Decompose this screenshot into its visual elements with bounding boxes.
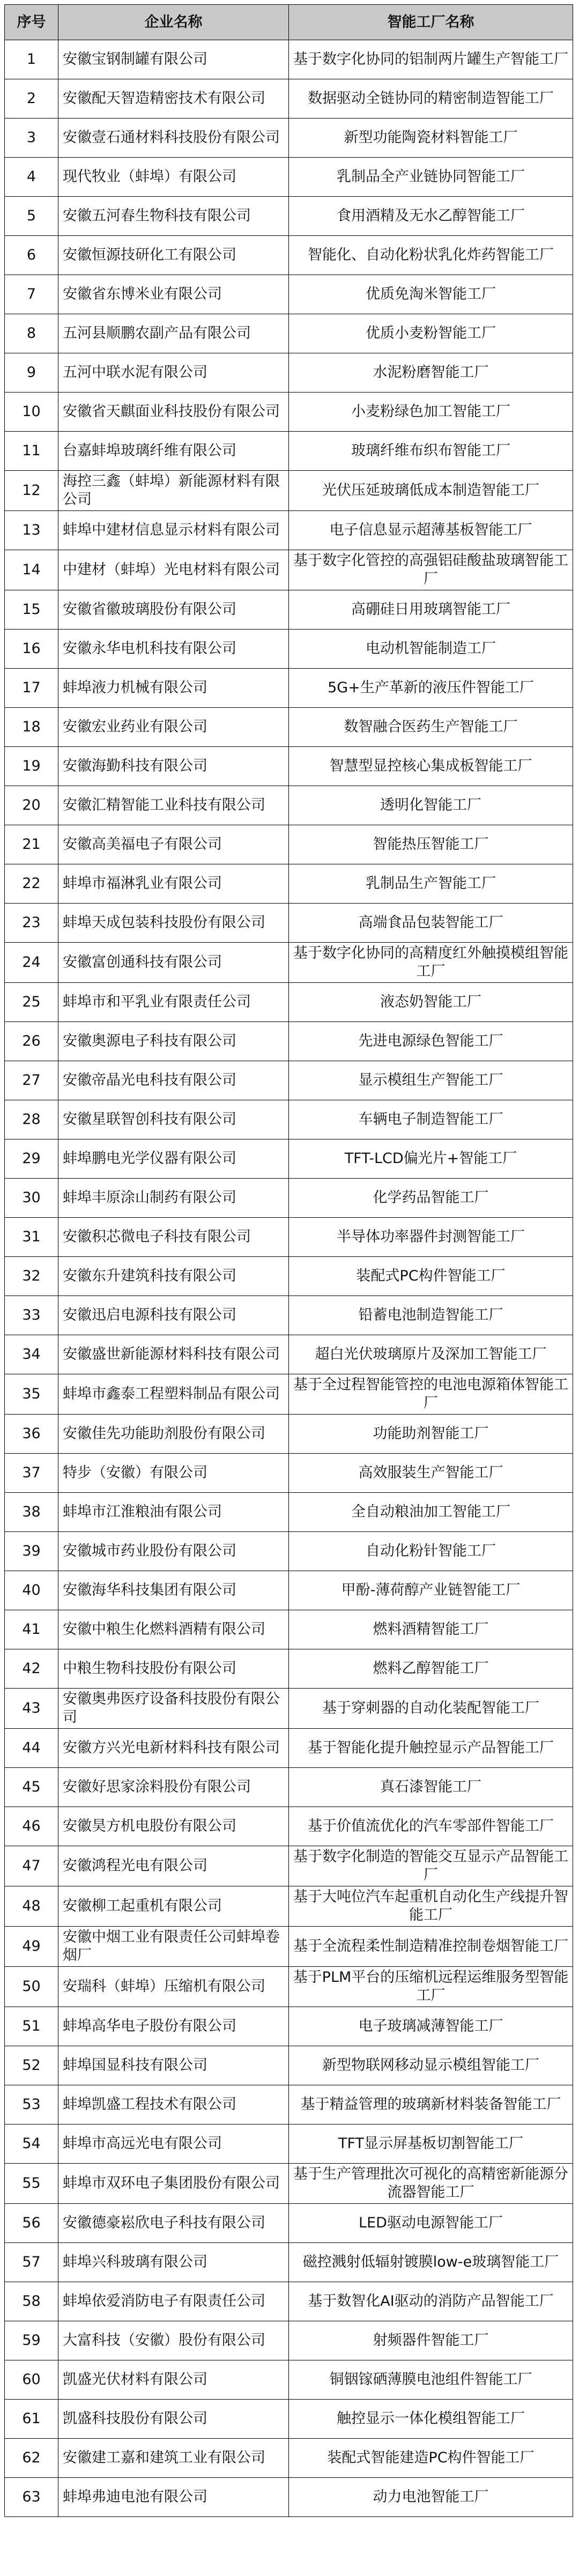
row-index: 10 bbox=[5, 393, 58, 432]
row-index: 22 bbox=[5, 864, 58, 904]
factory-name-cell: 高端食品包装智能工厂 bbox=[289, 904, 573, 943]
header-index: 序号 bbox=[5, 5, 58, 40]
company-name-cell: 凯盛科技股份有限公司 bbox=[58, 2400, 289, 2439]
table-row bbox=[5, 1335, 573, 1374]
factory-name-cell: 基于智能化提升触控显示产品智能工厂 bbox=[289, 1729, 573, 1768]
company-name-cell: 蚌埠市双环电子集团股份有限公司 bbox=[58, 2164, 289, 2204]
factory-name-cell: 光伏压延玻璃低成本制造智能工厂 bbox=[289, 471, 573, 511]
company-name-cell: 特步（安徽）有限公司 bbox=[58, 1454, 289, 1493]
company-name-cell: 安徽方兴光电新材料科技有限公司 bbox=[58, 1729, 289, 1768]
company-name-cell: 大富科技（安徽）股份有限公司 bbox=[58, 2321, 289, 2360]
factory-name-cell: 基于数字化协同的铝制两片罐生产智能工厂 bbox=[289, 40, 573, 79]
table-row bbox=[5, 1649, 573, 1689]
table-row bbox=[5, 314, 573, 353]
company-name-cell: 蚌埠依爱消防电子有限责任公司 bbox=[58, 2282, 289, 2321]
row-index: 24 bbox=[5, 943, 58, 983]
factory-name-cell: 电动机智能制造工厂 bbox=[289, 630, 573, 669]
row-index: 36 bbox=[5, 1415, 58, 1454]
row-index: 26 bbox=[5, 1022, 58, 1061]
row-index: 34 bbox=[5, 1335, 58, 1374]
header-factory: 智能工厂名称 bbox=[289, 5, 573, 40]
factory-name-cell: 基于全流程柔性制造精准控制卷烟智能工厂 bbox=[289, 1927, 573, 1967]
factory-name-cell: 铅蓄电池制造智能工厂 bbox=[289, 1296, 573, 1335]
table-row bbox=[5, 1139, 573, 1179]
row-index: 16 bbox=[5, 630, 58, 669]
company-name-cell: 蚌埠市和平乳业有限责任公司 bbox=[58, 983, 289, 1022]
factory-name-cell: 基于生产管理批次可视化的高精密新能源分流器智能工厂 bbox=[289, 2164, 573, 2204]
factory-name-cell: 基于大吨位汽车起重机自动化生产线提升智能工厂 bbox=[289, 1886, 573, 1927]
factory-name-cell: 显示模组生产智能工厂 bbox=[289, 1061, 573, 1100]
table-row bbox=[5, 2007, 573, 2046]
factory-name-cell: 智能热压智能工厂 bbox=[289, 825, 573, 864]
row-index: 25 bbox=[5, 983, 58, 1022]
row-index: 3 bbox=[5, 119, 58, 158]
row-index: 50 bbox=[5, 1967, 58, 2007]
row-index: 60 bbox=[5, 2360, 58, 2400]
row-index: 44 bbox=[5, 1729, 58, 1768]
table-row bbox=[5, 825, 573, 864]
table-row bbox=[5, 2243, 573, 2282]
company-name-cell: 安徽壹石通材料科技股份有限公司 bbox=[58, 119, 289, 158]
factory-name-cell: 食用酒精及无水乙醇智能工厂 bbox=[289, 197, 573, 236]
company-name-cell: 安徽东升建筑科技有限公司 bbox=[58, 1257, 289, 1296]
row-index: 47 bbox=[5, 1846, 58, 1886]
table-row bbox=[5, 2164, 573, 2204]
table-row bbox=[5, 353, 573, 393]
company-name-cell: 安徽富创通科技有限公司 bbox=[58, 943, 289, 983]
row-index: 7 bbox=[5, 275, 58, 314]
table-row bbox=[5, 1415, 573, 1454]
table-row bbox=[5, 2439, 573, 2478]
company-name-cell: 五河中联水泥有限公司 bbox=[58, 353, 289, 393]
company-name-cell: 安徽好思家涂料股份有限公司 bbox=[58, 1768, 289, 1807]
table-row bbox=[5, 2282, 573, 2321]
row-index: 52 bbox=[5, 2046, 58, 2085]
company-name-cell: 中建材（蚌埠）光电材料有限公司 bbox=[58, 550, 289, 590]
table-row bbox=[5, 747, 573, 786]
table-row bbox=[5, 786, 573, 825]
factory-name-cell: 玻璃纤维布织布智能工厂 bbox=[289, 432, 573, 471]
company-name-cell: 安徽城市药业股份有限公司 bbox=[58, 1532, 289, 1571]
row-index: 61 bbox=[5, 2400, 58, 2439]
table-row bbox=[5, 1257, 573, 1296]
company-name-cell: 台嘉蚌埠玻璃纤维有限公司 bbox=[58, 432, 289, 471]
factory-name-cell: 燃料酒精智能工厂 bbox=[289, 1610, 573, 1649]
factory-name-cell: 5G+生产革新的液压件智能工厂 bbox=[289, 669, 573, 708]
factory-name-cell: 基于全过程智能管控的电池电源箱体智能工厂 bbox=[289, 1374, 573, 1415]
table-row bbox=[5, 119, 573, 158]
factory-name-cell: 基于数字化协同的高精度红外触摸模组智能工厂 bbox=[289, 943, 573, 983]
factory-name-cell: 高硼硅日用玻璃智能工厂 bbox=[289, 590, 573, 630]
factory-name-cell: 装配式PC构件智能工厂 bbox=[289, 1257, 573, 1296]
company-name-cell: 安徽柳工起重机有限公司 bbox=[58, 1886, 289, 1927]
header-company: 企业名称 bbox=[58, 5, 289, 40]
table-row bbox=[5, 1886, 573, 1927]
factory-name-cell: 数智融合医药生产智能工厂 bbox=[289, 708, 573, 747]
company-name-cell: 安徽奥弗医疗设备科技股份有限公司 bbox=[58, 1689, 289, 1729]
row-index: 27 bbox=[5, 1061, 58, 1100]
company-name-cell: 安徽海华科技集团有限公司 bbox=[58, 1571, 289, 1610]
company-name-cell: 安徽昊方机电股份有限公司 bbox=[58, 1807, 289, 1846]
table-row bbox=[5, 393, 573, 432]
factory-name-cell: 车辆电子制造智能工厂 bbox=[289, 1100, 573, 1139]
row-index: 19 bbox=[5, 747, 58, 786]
company-name-cell: 安徽中烟工业有限责任公司蚌埠卷烟厂 bbox=[58, 1927, 289, 1967]
table-row bbox=[5, 2321, 573, 2360]
table-row bbox=[5, 630, 573, 669]
factory-name-cell: 基于价值流优化的汽车零部件智能工厂 bbox=[289, 1807, 573, 1846]
factory-name-cell: 高效服装生产智能工厂 bbox=[289, 1454, 573, 1493]
row-index: 40 bbox=[5, 1571, 58, 1610]
table-row bbox=[5, 1807, 573, 1846]
company-name-cell: 安徽五河春生物科技有限公司 bbox=[58, 197, 289, 236]
table-row bbox=[5, 2360, 573, 2400]
factory-name-cell: 智慧型显控核心集成板智能工厂 bbox=[289, 747, 573, 786]
company-name-cell: 安徽奥源电子科技有限公司 bbox=[58, 1022, 289, 1061]
company-name-cell: 安徽恒源技研化工有限公司 bbox=[58, 236, 289, 275]
factory-name-cell: 功能助剂智能工厂 bbox=[289, 1415, 573, 1454]
table-row bbox=[5, 511, 573, 550]
factory-table bbox=[4, 4, 573, 2517]
company-name-cell: 安徽鸿程光电有限公司 bbox=[58, 1846, 289, 1886]
company-name-cell: 蚌埠市高远光电有限公司 bbox=[58, 2125, 289, 2164]
factory-name-cell: 自动化粉针智能工厂 bbox=[289, 1532, 573, 1571]
table-row bbox=[5, 1022, 573, 1061]
row-index: 48 bbox=[5, 1886, 58, 1927]
table-row bbox=[5, 904, 573, 943]
row-index: 45 bbox=[5, 1768, 58, 1807]
table-row bbox=[5, 669, 573, 708]
factory-name-cell: 全自动粮油加工智能工厂 bbox=[289, 1493, 573, 1532]
table-row bbox=[5, 2478, 573, 2517]
company-name-cell: 蚌埠市江淮粮油有限公司 bbox=[58, 1493, 289, 1532]
company-name-cell: 中粮生物科技股份有限公司 bbox=[58, 1649, 289, 1689]
factory-name-cell: 化学药品智能工厂 bbox=[289, 1179, 573, 1218]
factory-name-cell: 电子玻璃减薄智能工厂 bbox=[289, 2007, 573, 2046]
company-name-cell: 安徽省东博米业有限公司 bbox=[58, 275, 289, 314]
company-name-cell: 安徽盛世新能源材料科技有限公司 bbox=[58, 1335, 289, 1374]
row-index: 12 bbox=[5, 471, 58, 511]
row-index: 5 bbox=[5, 197, 58, 236]
factory-name-cell: 优质小麦粉智能工厂 bbox=[289, 314, 573, 353]
factory-name-cell: 超白光伏玻璃原片及深加工智能工厂 bbox=[289, 1335, 573, 1374]
company-name-cell: 安徽省徽玻璃股份有限公司 bbox=[58, 590, 289, 630]
company-name-cell: 安徽永华电机科技有限公司 bbox=[58, 630, 289, 669]
factory-name-cell: 甲酚-薄荷醇产业链智能工厂 bbox=[289, 1571, 573, 1610]
company-name-cell: 安瑞科（蚌埠）压缩机有限公司 bbox=[58, 1967, 289, 2007]
company-name-cell: 安徽高美福电子有限公司 bbox=[58, 825, 289, 864]
factory-name-cell: 智能化、自动化粉状乳化炸药智能工厂 bbox=[289, 236, 573, 275]
table-row bbox=[5, 158, 573, 197]
row-index: 63 bbox=[5, 2478, 58, 2517]
table-row bbox=[5, 1846, 573, 1886]
factory-name-cell: TFT显示屏基板切割智能工厂 bbox=[289, 2125, 573, 2164]
company-name-cell: 蚌埠兴科玻璃有限公司 bbox=[58, 2243, 289, 2282]
table-row bbox=[5, 1768, 573, 1807]
row-index: 35 bbox=[5, 1374, 58, 1415]
factory-name-cell: TFT-LCD偏光片+智能工厂 bbox=[289, 1139, 573, 1179]
factory-name-cell: 基于穿刺器的自动化装配智能工厂 bbox=[289, 1689, 573, 1729]
company-name-cell: 安徽佳先功能助剂股份有限公司 bbox=[58, 1415, 289, 1454]
table-row bbox=[5, 943, 573, 983]
company-name-cell: 安徽迅启电源科技有限公司 bbox=[58, 1296, 289, 1335]
company-name-cell: 安徽帝晶光电科技有限公司 bbox=[58, 1061, 289, 1100]
row-index: 58 bbox=[5, 2282, 58, 2321]
company-name-cell: 蚌埠液力机械有限公司 bbox=[58, 669, 289, 708]
factory-name-cell: 乳制品全产业链协同智能工厂 bbox=[289, 158, 573, 197]
table-row bbox=[5, 2046, 573, 2085]
factory-name-cell: 透明化智能工厂 bbox=[289, 786, 573, 825]
factory-name-cell: 基于PLM平台的压缩机远程运维服务型智能工厂 bbox=[289, 1967, 573, 2007]
company-name-cell: 蚌埠鹏电光学仪器有限公司 bbox=[58, 1139, 289, 1179]
table-row bbox=[5, 1493, 573, 1532]
factory-name-cell: 水泥粉磨智能工厂 bbox=[289, 353, 573, 393]
table-row bbox=[5, 1571, 573, 1610]
table-row bbox=[5, 2400, 573, 2439]
company-name-cell: 凯盛光伏材料有限公司 bbox=[58, 2360, 289, 2400]
row-index: 41 bbox=[5, 1610, 58, 1649]
table-row bbox=[5, 550, 573, 590]
table-row bbox=[5, 40, 573, 79]
row-index: 29 bbox=[5, 1139, 58, 1179]
company-name-cell: 现代牧业（蚌埠）有限公司 bbox=[58, 158, 289, 197]
company-name-cell: 安徽积芯微电子科技有限公司 bbox=[58, 1218, 289, 1257]
row-index: 2 bbox=[5, 79, 58, 119]
factory-name-cell: 铜铟镓硒薄膜电池组件智能工厂 bbox=[289, 2360, 573, 2400]
factory-name-cell: 基于数字化制造的智能交互显示产品智能工厂 bbox=[289, 1846, 573, 1886]
factory-list-sheet bbox=[4, 4, 573, 2517]
factory-name-cell: 小麦粉绿色加工智能工厂 bbox=[289, 393, 573, 432]
row-index: 30 bbox=[5, 1179, 58, 1218]
table-row bbox=[5, 2204, 573, 2243]
factory-name-cell: 动力电池智能工厂 bbox=[289, 2478, 573, 2517]
row-index: 53 bbox=[5, 2085, 58, 2125]
row-index: 54 bbox=[5, 2125, 58, 2164]
company-name-cell: 安徽汇精智能工业科技有限公司 bbox=[58, 786, 289, 825]
table-row bbox=[5, 236, 573, 275]
row-index: 33 bbox=[5, 1296, 58, 1335]
row-index: 62 bbox=[5, 2439, 58, 2478]
company-name-cell: 蚌埠凯盛工程技术有限公司 bbox=[58, 2085, 289, 2125]
row-index: 32 bbox=[5, 1257, 58, 1296]
table-row bbox=[5, 2125, 573, 2164]
company-name-cell: 蚌埠市福淋乳业有限公司 bbox=[58, 864, 289, 904]
table-row bbox=[5, 471, 573, 511]
row-index: 42 bbox=[5, 1649, 58, 1689]
factory-name-cell: LED驱动电源智能工厂 bbox=[289, 2204, 573, 2243]
table-row bbox=[5, 1061, 573, 1100]
row-index: 1 bbox=[5, 40, 58, 79]
company-name-cell: 安徽海勤科技有限公司 bbox=[58, 747, 289, 786]
row-index: 51 bbox=[5, 2007, 58, 2046]
table-row bbox=[5, 1927, 573, 1967]
row-index: 8 bbox=[5, 314, 58, 353]
row-index: 43 bbox=[5, 1689, 58, 1729]
company-name-cell: 安徽建工嘉和建筑工业有限公司 bbox=[58, 2439, 289, 2478]
factory-name-cell: 新型功能陶瓷材料智能工厂 bbox=[289, 119, 573, 158]
factory-name-cell: 射频器件智能工厂 bbox=[289, 2321, 573, 2360]
row-index: 31 bbox=[5, 1218, 58, 1257]
row-index: 59 bbox=[5, 2321, 58, 2360]
company-name-cell: 安徽宝钢制罐有限公司 bbox=[58, 40, 289, 79]
row-index: 56 bbox=[5, 2204, 58, 2243]
factory-name-cell: 真石漆智能工厂 bbox=[289, 1768, 573, 1807]
row-index: 49 bbox=[5, 1927, 58, 1967]
table-row bbox=[5, 2085, 573, 2125]
table-row bbox=[5, 1532, 573, 1571]
table-row bbox=[5, 432, 573, 471]
factory-name-cell: 触控显示一体化模组智能工厂 bbox=[289, 2400, 573, 2439]
row-index: 38 bbox=[5, 1493, 58, 1532]
row-index: 20 bbox=[5, 786, 58, 825]
row-index: 37 bbox=[5, 1454, 58, 1493]
factory-name-cell: 磁控溅射低辐射镀膜low-e玻璃智能工厂 bbox=[289, 2243, 573, 2282]
factory-name-cell: 先进电源绿色智能工厂 bbox=[289, 1022, 573, 1061]
table-row bbox=[5, 983, 573, 1022]
row-index: 9 bbox=[5, 353, 58, 393]
factory-name-cell: 装配式智能建造PC构件智能工厂 bbox=[289, 2439, 573, 2478]
row-index: 39 bbox=[5, 1532, 58, 1571]
row-index: 18 bbox=[5, 708, 58, 747]
company-name-cell: 安徽配天智造精密技术有限公司 bbox=[58, 79, 289, 119]
company-name-cell: 海控三鑫（蚌埠）新能源材料有限公司 bbox=[58, 471, 289, 511]
row-index: 55 bbox=[5, 2164, 58, 2204]
factory-name-cell: 半导体功率器件封测智能工厂 bbox=[289, 1218, 573, 1257]
table-row bbox=[5, 1610, 573, 1649]
factory-name-cell: 基于精益管理的玻璃新材料装备智能工厂 bbox=[289, 2085, 573, 2125]
company-name-cell: 蚌埠高华电子股份有限公司 bbox=[58, 2007, 289, 2046]
row-index: 4 bbox=[5, 158, 58, 197]
row-index: 23 bbox=[5, 904, 58, 943]
factory-name-cell: 液态奶智能工厂 bbox=[289, 983, 573, 1022]
table-row bbox=[5, 275, 573, 314]
company-name-cell: 蚌埠丰原涂山制药有限公司 bbox=[58, 1179, 289, 1218]
company-name-cell: 蚌埠天成包装科技股份有限公司 bbox=[58, 904, 289, 943]
row-index: 28 bbox=[5, 1100, 58, 1139]
table-row bbox=[5, 1967, 573, 2007]
row-index: 14 bbox=[5, 550, 58, 590]
row-index: 13 bbox=[5, 511, 58, 550]
row-index: 15 bbox=[5, 590, 58, 630]
company-name-cell: 蚌埠国显科技有限公司 bbox=[58, 2046, 289, 2085]
row-index: 17 bbox=[5, 669, 58, 708]
table-row bbox=[5, 1100, 573, 1139]
company-name-cell: 安徽宏业药业有限公司 bbox=[58, 708, 289, 747]
table-row bbox=[5, 197, 573, 236]
company-name-cell: 安徽德豪崧欣电子科技有限公司 bbox=[58, 2204, 289, 2243]
row-index: 21 bbox=[5, 825, 58, 864]
table-row bbox=[5, 1689, 573, 1729]
table-row bbox=[5, 1454, 573, 1493]
factory-name-cell: 优质免淘米智能工厂 bbox=[289, 275, 573, 314]
company-name-cell: 五河县顺鹏农副产品有限公司 bbox=[58, 314, 289, 353]
row-index: 6 bbox=[5, 236, 58, 275]
company-name-cell: 安徽省天麒面业科技股份有限公司 bbox=[58, 393, 289, 432]
table-row bbox=[5, 1296, 573, 1335]
table-row bbox=[5, 864, 573, 904]
factory-name-cell: 数据驱动全链协同的精密制造智能工厂 bbox=[289, 79, 573, 119]
factory-name-cell: 新型物联网移动显示模组智能工厂 bbox=[289, 2046, 573, 2085]
company-name-cell: 蚌埠弗迪电池有限公司 bbox=[58, 2478, 289, 2517]
company-name-cell: 安徽星联智创科技有限公司 bbox=[58, 1100, 289, 1139]
table-row bbox=[5, 1218, 573, 1257]
factory-name-cell: 基于数智化AI驱动的消防产品智能工厂 bbox=[289, 2282, 573, 2321]
row-index: 57 bbox=[5, 2243, 58, 2282]
row-index: 11 bbox=[5, 432, 58, 471]
table-row bbox=[5, 590, 573, 630]
row-index: 46 bbox=[5, 1807, 58, 1846]
company-name-cell: 安徽中粮生化燃料酒精有限公司 bbox=[58, 1610, 289, 1649]
table-row bbox=[5, 1179, 573, 1218]
table-row bbox=[5, 708, 573, 747]
factory-name-cell: 乳制品生产智能工厂 bbox=[289, 864, 573, 904]
table-row bbox=[5, 1729, 573, 1768]
table-header-row bbox=[5, 5, 573, 40]
company-name-cell: 蚌埠市鑫泰工程塑料制品有限公司 bbox=[58, 1374, 289, 1415]
table-row bbox=[5, 79, 573, 119]
factory-name-cell: 燃料乙醇智能工厂 bbox=[289, 1649, 573, 1689]
table-row bbox=[5, 1374, 573, 1415]
factory-name-cell: 电子信息显示超薄基板智能工厂 bbox=[289, 511, 573, 550]
company-name-cell: 蚌埠中建材信息显示材料有限公司 bbox=[58, 511, 289, 550]
factory-name-cell: 基于数字化管控的高强铝硅酸盐玻璃智能工厂 bbox=[289, 550, 573, 590]
